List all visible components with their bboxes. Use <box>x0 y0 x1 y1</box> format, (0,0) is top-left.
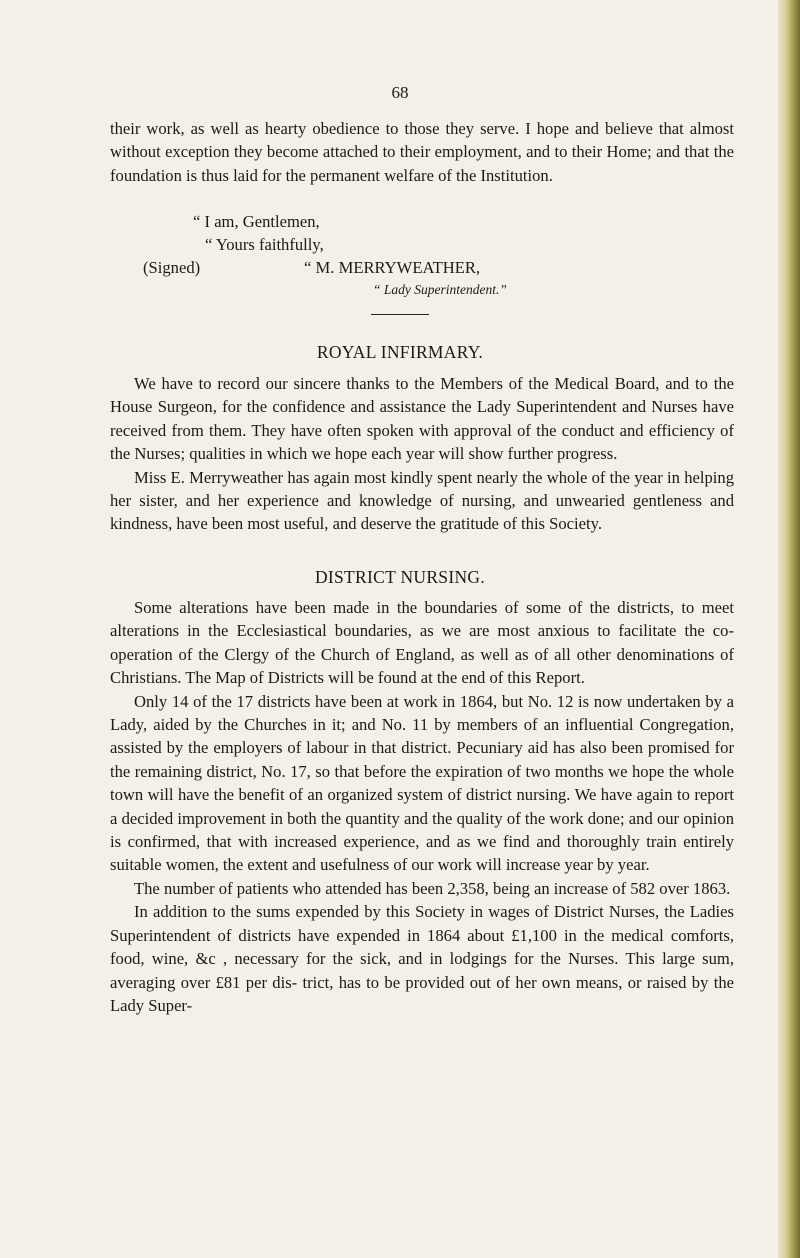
page-number: 68 <box>391 83 409 102</box>
page-edge <box>778 0 800 1258</box>
royal-infirmary-paragraph-1: We have to record our sincere thanks to the Members of the Medical Board, and to the House Surgeon, for the confidence and assistance the Lady Superintendent and Nurses have received from them. They have often spoken with approval of the conduct and efficiency of the Nurses; qualities in which we hope each year will show further progress. <box>110 374 734 464</box>
royal-infirmary-section <box>110 372 734 536</box>
section-divider <box>371 314 429 315</box>
district-nursing-paragraph-2: Only 14 of the 17 districts have been at work in 1864, but No. 12 is now undertaken by a Lady, aided by the Churches in it; and No. 11 by members of an influential Congregation, assisted by the employers of labour in that district. Pecuniary aid has also been promised for the remaining district, No. 17, so that before the expiration of two months we hope the whole town will have the benefit of an organized system of district nursing. We have again to report a decided improvement in both the quantity and the quality of the work done; and our opinion is confirmed, that with increased experience, and as we find and thoroughly train entirely suitable women, the extent and usefulness of our work will increase year by year. <box>110 691 734 875</box>
closing-salutation <box>193 210 320 233</box>
district-nursing-section <box>110 596 734 1017</box>
closing-signed: (Signed) <box>143 258 201 277</box>
heading-district-nursing: DISTRICT NURSING. <box>314 567 486 587</box>
closing-salutation-text: “ I am, Gentlemen, <box>193 212 320 231</box>
district-nursing-paragraph-1: Some alterations have been made in the boundaries of some of the districts, to meet alterations in the Ecclesiastical boundaries, as we are most anxious to facilitate the co-operation of the Clergy of the Church of England, as well as of all other denominations of Christians. The Map of Districts will be found at the end of this Report. <box>110 598 734 688</box>
district-nursing-paragraph-3: The number of patients who attended has been 2,358, being an increase of 582 over 1863. <box>134 878 731 898</box>
closing-signatory-name: “ M. MERRYWEATHER, <box>304 258 481 277</box>
closing-yours: “ Yours faithfully, <box>205 235 324 254</box>
heading-royal-infirmary: ROYAL INFIRMARY. <box>316 342 484 362</box>
opening-paragraph-block <box>110 117 734 187</box>
royal-infirmary-paragraph-2: Miss E. Merryweather has again most kindly spent nearly the whole of the year in helping her sister, and her experience and knowledge of nursing, and unwearied gentleness and kindness, have been most useful, and deserve the gratitude of this Society. <box>110 467 734 534</box>
closing-signatory-title: “ Lady Superintendent.” <box>373 282 507 297</box>
letter-closing <box>110 210 734 300</box>
district-nursing-paragraph-4: In addition to the sums expended by this Society in wages of District Nurses, the Ladies Superintendent of districts have expended in 1864 about £1,100 in the medical comforts, food, wine, &c , necessary for the sick, and in lodgings for the Nurses. This large sum, averaging over £81 per dis- trict, has to be provided out of her own means, or raised by the Lady Super- <box>110 902 734 1015</box>
opening-paragraph: their work, as well as hearty obedience to those they serve. I hope and believe that almost without exception they become attached to their employment, and to their Home; and that the foundation is thus laid for the permanent welfare of the Institution. <box>110 119 734 185</box>
